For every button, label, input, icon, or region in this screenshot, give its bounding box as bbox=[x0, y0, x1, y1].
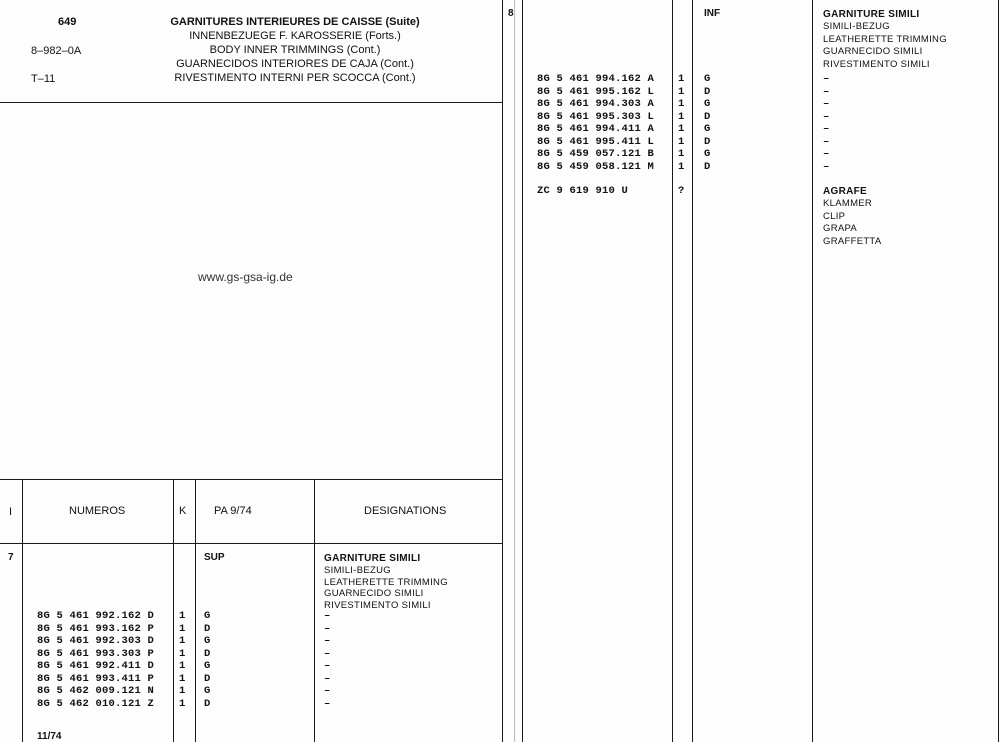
header-code-section: T–11 bbox=[31, 73, 56, 85]
left-col-divider-1 bbox=[22, 479, 23, 742]
part-designation: – bbox=[324, 697, 331, 710]
part-designation: – bbox=[823, 160, 830, 173]
part-number: 8G 5 461 993.162 P bbox=[37, 622, 155, 635]
designation-es: GRAPA bbox=[823, 223, 858, 234]
title-line-en: BODY INNER TRIMMINGS (Cont.) bbox=[209, 44, 381, 56]
part-qty: 1 bbox=[678, 73, 685, 85]
group7-parts-desc bbox=[324, 610, 331, 710]
part-designation: – bbox=[324, 635, 331, 647]
column-header-bottom-rule bbox=[0, 543, 503, 544]
part-designation: – bbox=[823, 110, 830, 123]
agrafe-part-number: ZC 9 619 910 U bbox=[537, 185, 629, 197]
designation-fr: AGRAFE bbox=[823, 186, 868, 197]
part-qty: 1 bbox=[179, 697, 186, 710]
part-number: 8G 5 461 992.162 D bbox=[37, 610, 155, 622]
part-side: D bbox=[204, 697, 211, 710]
part-number: 8G 5 462 009.121 N bbox=[37, 685, 155, 697]
designation-es: GUARNECIDO SIMILI bbox=[823, 46, 923, 57]
part-qty: 1 bbox=[678, 160, 685, 173]
right-col-divider-2 bbox=[672, 0, 673, 742]
part-side: D bbox=[704, 160, 711, 173]
part-number: 8G 5 461 995.162 L bbox=[537, 85, 655, 98]
part-qty: 1 bbox=[179, 660, 186, 672]
group7-variant: SUP bbox=[204, 552, 225, 563]
part-number: 8G 5 461 995.303 L bbox=[537, 110, 655, 123]
group8-parts-desc bbox=[823, 73, 830, 173]
right-page-left-border bbox=[514, 0, 515, 742]
part-number: 8G 5 461 992.303 D bbox=[37, 635, 155, 647]
group7-parts-side bbox=[204, 610, 211, 710]
part-qty: 1 bbox=[678, 98, 685, 110]
part-designation: – bbox=[324, 622, 331, 635]
footer-date: 11/74 bbox=[37, 731, 62, 742]
designation-de: KLAMMER bbox=[823, 198, 873, 209]
agrafe-qty: ? bbox=[678, 185, 685, 197]
part-side: D bbox=[704, 135, 711, 148]
part-side: D bbox=[704, 110, 711, 123]
part-qty: 1 bbox=[678, 148, 685, 160]
part-designation: – bbox=[324, 610, 331, 622]
part-qty: 1 bbox=[678, 110, 685, 123]
part-side: G bbox=[704, 98, 711, 110]
left-col-divider-2 bbox=[173, 479, 174, 742]
part-designation: – bbox=[324, 685, 331, 697]
part-qty: 1 bbox=[678, 123, 685, 135]
part-designation: – bbox=[823, 85, 830, 98]
part-number: 8G 5 461 994.162 A bbox=[537, 73, 655, 85]
part-side: D bbox=[204, 672, 211, 685]
header-code-page: 649 bbox=[58, 16, 77, 28]
left-col-divider-3 bbox=[195, 479, 196, 742]
group8-variant: INF bbox=[704, 8, 721, 19]
col-header-designations: DESIGNATIONS bbox=[364, 505, 447, 517]
col-header-numeros: NUMEROS bbox=[69, 505, 126, 517]
designation-en: LEATHERETTE TRIMMING bbox=[324, 576, 448, 588]
left-page-right-border bbox=[502, 0, 503, 742]
group8-index: 8 bbox=[508, 8, 514, 19]
title-line-de: INNENBEZUEGE F. KAROSSERIE (Forts.) bbox=[189, 30, 401, 42]
group8-designation bbox=[823, 9, 947, 71]
col-header-index: I bbox=[9, 506, 13, 518]
part-number: 8G 5 461 992.411 D bbox=[37, 660, 155, 672]
group7-parts-numbers bbox=[37, 610, 154, 710]
part-designation: – bbox=[823, 123, 830, 135]
designation-fr: GARNITURE SIMILI bbox=[823, 9, 920, 20]
designation-es: GUARNECIDO SIMILI bbox=[324, 588, 424, 599]
part-number: 8G 5 461 995.411 L bbox=[537, 135, 655, 148]
part-designation: – bbox=[823, 73, 830, 85]
designation-it: GRAFFETTA bbox=[823, 235, 882, 247]
part-side: G bbox=[204, 660, 211, 672]
part-qty: 1 bbox=[179, 647, 186, 660]
part-side: D bbox=[204, 647, 211, 660]
part-side: G bbox=[704, 73, 711, 85]
designation-de: SIMILI-BEZUG bbox=[823, 21, 890, 32]
part-designation: – bbox=[823, 135, 830, 148]
designation-en: LEATHERETTE TRIMMING bbox=[823, 33, 947, 45]
designation-de: SIMILI-BEZUG bbox=[324, 565, 391, 576]
group8-parts-numbers bbox=[537, 73, 654, 173]
header-title-block bbox=[160, 15, 430, 85]
part-number: 8G 5 461 993.303 P bbox=[37, 647, 155, 660]
header-code-model: 8–982–0A bbox=[31, 45, 82, 57]
part-qty: 1 bbox=[678, 135, 685, 148]
part-qty: 1 bbox=[179, 635, 186, 647]
part-number: 8G 5 461 993.411 P bbox=[37, 672, 155, 685]
part-qty: 1 bbox=[179, 622, 186, 635]
part-side: G bbox=[704, 148, 711, 160]
group7-designation bbox=[324, 553, 448, 611]
part-designation: – bbox=[324, 660, 331, 672]
right-page-right-border bbox=[998, 0, 999, 742]
title-line-es: GUARNECIDOS INTERIORES DE CAJA (Cont.) bbox=[176, 58, 414, 70]
title-line-fr: GARNITURES INTERIEURES DE CAISSE (Suite) bbox=[170, 16, 420, 28]
part-side: G bbox=[204, 610, 211, 622]
part-number: 8G 5 462 010.121 Z bbox=[37, 697, 155, 710]
agrafe-designation bbox=[823, 186, 881, 248]
part-side: D bbox=[204, 622, 211, 635]
part-qty: 1 bbox=[678, 85, 685, 98]
left-col-divider-4 bbox=[314, 479, 315, 742]
group7-parts-qty bbox=[179, 610, 186, 710]
part-number: 8G 5 461 994.411 A bbox=[537, 123, 655, 135]
designation-fr: GARNITURE SIMILI bbox=[324, 553, 421, 564]
part-number: 8G 5 459 058.121 M bbox=[537, 160, 655, 173]
part-number: 8G 5 459 057.121 B bbox=[537, 148, 655, 160]
part-designation: – bbox=[823, 148, 830, 160]
part-qty: 1 bbox=[179, 672, 186, 685]
part-designation: – bbox=[823, 98, 830, 110]
right-col-divider-1 bbox=[522, 0, 523, 742]
part-designation: – bbox=[324, 672, 331, 685]
title-line-it: RIVESTIMENTO INTERNI PER SCOCCA (Cont.) bbox=[174, 72, 416, 84]
column-header-top-rule bbox=[0, 479, 503, 480]
col-header-k: K bbox=[179, 505, 187, 517]
header-bottom-rule bbox=[0, 102, 503, 103]
part-designation: – bbox=[324, 647, 331, 660]
designation-en: CLIP bbox=[823, 210, 846, 222]
right-col-divider-3 bbox=[692, 0, 693, 742]
part-side: G bbox=[204, 685, 211, 697]
designation-it: RIVESTIMENTO SIMILI bbox=[823, 58, 930, 70]
part-side: G bbox=[704, 123, 711, 135]
part-number: 8G 5 461 994.303 A bbox=[537, 98, 655, 110]
group7-index: 7 bbox=[8, 552, 14, 563]
col-header-pa: PA 9/74 bbox=[214, 505, 252, 517]
group8-parts-side bbox=[704, 73, 711, 173]
part-side: D bbox=[704, 85, 711, 98]
designation-it: RIVESTIMENTO SIMILI bbox=[324, 599, 431, 611]
group8-parts-qty bbox=[678, 73, 685, 173]
right-col-divider-4 bbox=[812, 0, 813, 742]
part-side: G bbox=[204, 635, 211, 647]
watermark-url[interactable]: www.gs-gsa-ig.de bbox=[198, 270, 293, 284]
part-qty: 1 bbox=[179, 610, 186, 622]
part-qty: 1 bbox=[179, 685, 186, 697]
